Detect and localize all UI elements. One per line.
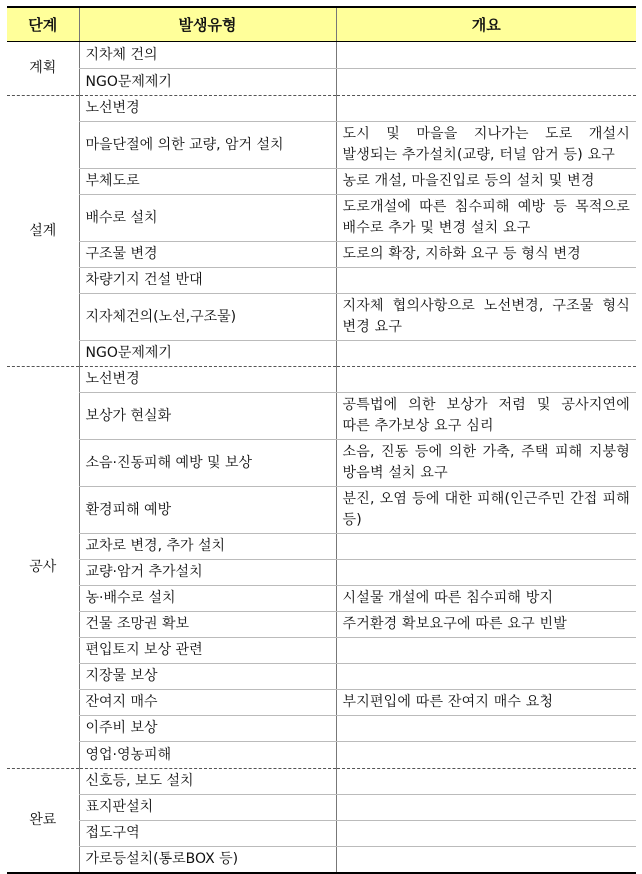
desc-cell: 시설물 개설에 따른 침수피해 방지	[336, 586, 636, 612]
desc-cell	[336, 341, 636, 367]
type-cell: 노선변경	[79, 96, 336, 122]
desc-cell: 도시 및 마을을 지나가는 도로 개설시 발생되는 추가설치(교량, 터널 암거 등) 요구	[336, 122, 636, 169]
header-stage: 단계	[7, 7, 79, 42]
type-cell: 환경피해 예방	[79, 487, 336, 534]
table-row	[7, 96, 636, 122]
type-cell: 영업·영농피해	[79, 742, 336, 769]
table-row	[7, 122, 636, 169]
table-row	[7, 487, 636, 534]
desc-cell	[336, 560, 636, 586]
type-cell: 이주비 보상	[79, 716, 336, 742]
table-row	[7, 242, 636, 268]
desc-cell	[336, 716, 636, 742]
table-row	[7, 612, 636, 638]
complaint-type-table	[7, 6, 636, 874]
desc-cell	[336, 769, 636, 795]
type-cell: 배수로 설치	[79, 195, 336, 242]
table-row	[7, 769, 636, 795]
type-cell: 보상가 현실화	[79, 393, 336, 440]
table-row	[7, 795, 636, 821]
type-cell: 지장물 보상	[79, 664, 336, 690]
type-cell: 교차로 변경, 추가 설치	[79, 534, 336, 560]
desc-cell	[336, 664, 636, 690]
table-row	[7, 195, 636, 242]
table-row	[7, 534, 636, 560]
desc-cell	[336, 268, 636, 294]
table-row	[7, 664, 636, 690]
table-row	[7, 742, 636, 769]
stage-cell: 설계	[7, 96, 79, 367]
desc-cell	[336, 367, 636, 393]
header-row	[7, 7, 636, 42]
type-cell: 노선변경	[79, 367, 336, 393]
table-row	[7, 716, 636, 742]
type-cell: 소음·진동피해 예방 및 보상	[79, 440, 336, 487]
desc-cell: 공특법에 의한 보상가 저렴 및 공사지연에 따른 추가보상 요구 심리	[336, 393, 636, 440]
type-cell: 건물 조망권 확보	[79, 612, 336, 638]
table-row	[7, 367, 636, 393]
desc-cell: 주거환경 확보요구에 따른 요구 빈발	[336, 612, 636, 638]
table-row	[7, 638, 636, 664]
table-row	[7, 821, 636, 847]
table-row	[7, 69, 636, 96]
header-summary: 개요	[336, 7, 636, 42]
type-cell: 표지판설치	[79, 795, 336, 821]
header-type: 발생유형	[79, 7, 336, 42]
desc-cell: 소음, 진동 등에 의한 가축, 주택 피해 지붕형 방음벽 설치 요구	[336, 440, 636, 487]
desc-cell	[336, 638, 636, 664]
table-row	[7, 268, 636, 294]
desc-cell	[336, 742, 636, 769]
desc-cell	[336, 96, 636, 122]
type-cell: 가로등설치(통로BOX 등)	[79, 847, 336, 874]
desc-cell: 분진, 오염 등에 대한 피해(인근주민 간접 피해 등)	[336, 487, 636, 534]
desc-cell	[336, 847, 636, 874]
type-cell: NGO문제제기	[79, 69, 336, 96]
desc-cell: 부지편입에 따른 잔여지 매수 요청	[336, 690, 636, 716]
desc-cell: 지자체 협의사항으로 노선변경, 구조물 형식 변경 요구	[336, 294, 636, 341]
desc-cell	[336, 69, 636, 96]
table-row	[7, 847, 636, 874]
stage-cell: 공사	[7, 367, 79, 769]
desc-cell: 도로의 확장, 지하화 요구 등 형식 변경	[336, 242, 636, 268]
type-cell: 접도구역	[79, 821, 336, 847]
table-row	[7, 294, 636, 341]
type-cell: 편입토지 보상 관련	[79, 638, 336, 664]
table-row	[7, 42, 636, 69]
type-cell: 농·배수로 설치	[79, 586, 336, 612]
type-cell: 교량·암거 추가설치	[79, 560, 336, 586]
desc-cell: 농로 개설, 마을진입로 등의 설치 및 변경	[336, 169, 636, 195]
type-cell: 차량기지 건설 반대	[79, 268, 336, 294]
desc-cell	[336, 534, 636, 560]
desc-cell	[336, 795, 636, 821]
type-cell: NGO문제제기	[79, 341, 336, 367]
stage-cell: 계획	[7, 42, 79, 96]
table-row	[7, 169, 636, 195]
table-row	[7, 393, 636, 440]
desc-cell	[336, 42, 636, 69]
type-cell: 잔여지 매수	[79, 690, 336, 716]
table-row	[7, 560, 636, 586]
desc-cell: 도로개설에 따른 침수피해 예방 등 목적으로 배수로 추가 및 변경 설치 요구	[336, 195, 636, 242]
type-cell: 구조물 변경	[79, 242, 336, 268]
table-row	[7, 586, 636, 612]
table-row	[7, 690, 636, 716]
stage-cell: 완료	[7, 769, 79, 874]
type-cell: 지자체건의(노선,구조물)	[79, 294, 336, 341]
type-cell: 신호등, 보도 설치	[79, 769, 336, 795]
type-cell: 지차체 건의	[79, 42, 336, 69]
desc-cell	[336, 821, 636, 847]
table-row	[7, 440, 636, 487]
type-cell: 마을단절에 의한 교량, 암거 설치	[79, 122, 336, 169]
type-cell: 부체도로	[79, 169, 336, 195]
table-row	[7, 341, 636, 367]
